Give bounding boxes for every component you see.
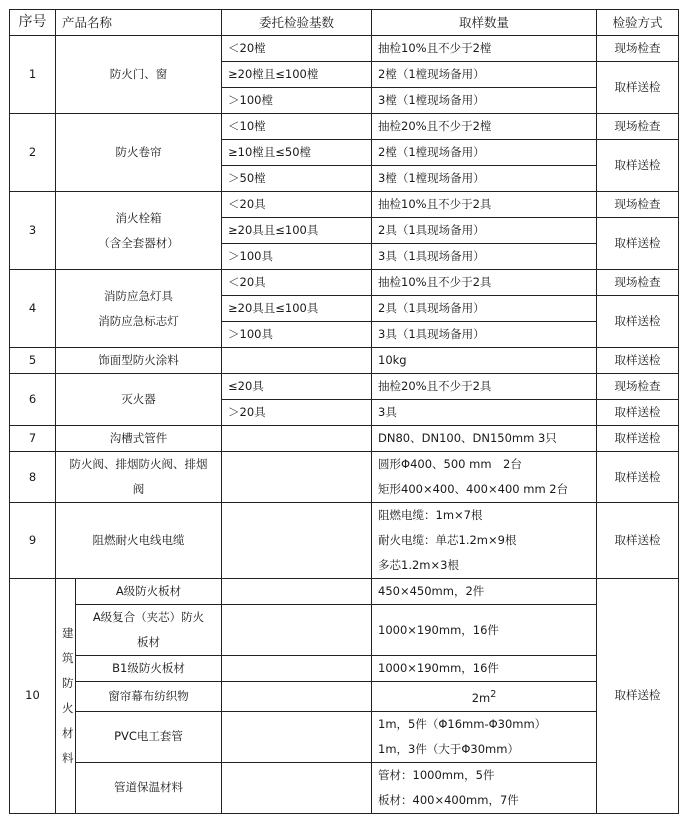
base-cell (222, 656, 372, 682)
product-line: 防火阀、排烟防火阀、排烟 (69, 457, 208, 471)
product-cell: 管道保温材料 (76, 762, 222, 813)
seq-cell: 5 (10, 348, 56, 374)
product-cell: A级防火板材 (76, 579, 222, 605)
base-cell (222, 605, 372, 656)
header-method: 检验方式 (597, 10, 679, 36)
header-quantity: 取样数量 (372, 10, 597, 36)
product-cell: 防火门、窗 (56, 36, 222, 114)
quantity-line: 1m，3件（大于Φ30mm） (378, 741, 519, 756)
product-cell: PVC电工套管 (76, 711, 222, 762)
base-cell (222, 503, 372, 579)
product-cell (76, 605, 222, 656)
quantity-cell: 抽检20%且不少于2具 (372, 374, 597, 400)
table-row (10, 426, 679, 452)
product-line: 消防应急标志灯 (98, 313, 179, 328)
quantity-cell: 3樘（1樘现场备用） (372, 88, 597, 114)
method-cell: 现场检查 (597, 36, 679, 62)
table-row (10, 192, 679, 218)
seq-cell: 2 (10, 114, 56, 192)
method-cell: 取样送检 (597, 348, 679, 374)
quantity-cell: 抽检10%且不少于2樘 (372, 36, 597, 62)
quantity-cell: 3具（1具现场备用） (372, 244, 597, 270)
table-row (10, 579, 679, 605)
product-line: 消火栓箱 (115, 210, 162, 225)
product-cell: 防火卷帘 (56, 114, 222, 192)
product-cell: 饰面型防火涂料 (56, 348, 222, 374)
table-row (10, 348, 679, 374)
seq-cell: 10 (10, 579, 56, 814)
seq-cell: 9 (10, 503, 56, 579)
header-base: 委托检验基数 (222, 10, 372, 36)
header-product: 产品名称 (56, 10, 222, 36)
quantity-cell (372, 682, 597, 712)
quantity-line: 阻燃电缆：1m×7根 (378, 508, 483, 522)
quantity-line: 1m，5件（Φ16mm-Φ30mm） (378, 716, 547, 731)
quantity-value: 2m (471, 690, 491, 705)
quantity-cell: 抽检10%且不少于2具 (372, 192, 597, 218)
product-cell (56, 192, 222, 270)
table-row (10, 114, 679, 140)
method-cell: 现场检查 (597, 374, 679, 400)
quantity-line: 板材：400×400mm，7件 (378, 792, 519, 807)
method-cell: 现场检查 (597, 270, 679, 296)
quantity-cell: DN80、DN100、DN150mm 3只 (372, 426, 597, 452)
table-row (10, 36, 679, 62)
header-row (10, 10, 679, 36)
base-cell: ＜20具 (222, 192, 372, 218)
base-cell (222, 682, 372, 712)
product-cell: 沟槽式管件 (56, 426, 222, 452)
method-cell: 取样送检 (597, 452, 679, 503)
base-cell: ≥20樘且≤100樘 (222, 62, 372, 88)
table-row (10, 374, 679, 400)
group-label-char: 料 (62, 750, 74, 765)
quantity-line: 圆形Φ400、500 mm 2台 (378, 457, 522, 471)
quantity-cell: 3具 (372, 400, 597, 426)
base-cell: ＞100具 (222, 244, 372, 270)
seq-cell: 8 (10, 452, 56, 503)
base-cell: ＞20具 (222, 400, 372, 426)
method-cell: 取样送检 (597, 426, 679, 452)
quantity-cell: 3具（1具现场备用） (372, 322, 597, 348)
quantity-cell: 450×450mm，2件 (372, 579, 597, 605)
product-cell (56, 270, 222, 348)
base-cell: ＞100具 (222, 322, 372, 348)
group-label-vertical (56, 579, 76, 814)
base-cell: ＜20具 (222, 270, 372, 296)
base-cell (222, 452, 372, 503)
quantity-cell: 抽检20%且不少于2樘 (372, 114, 597, 140)
table-row (10, 452, 679, 503)
table-row (10, 605, 679, 656)
base-cell (222, 348, 372, 374)
product-cell: B1级防火板材 (76, 656, 222, 682)
method-cell: 取样送检 (597, 400, 679, 426)
base-cell: ＞50樘 (222, 166, 372, 192)
method-cell: 取样送检 (597, 140, 679, 192)
table-row (10, 762, 679, 813)
product-line: 消防应急灯具 (104, 288, 173, 303)
product-line: 板材 (137, 635, 160, 649)
quantity-cell: 抽检10%且不少于2具 (372, 270, 597, 296)
quantity-cell: 2具（1具现场备用） (372, 218, 597, 244)
base-cell: ＞100樘 (222, 88, 372, 114)
quantity-line: 多芯1.2m×3根 (378, 558, 459, 572)
table-row (10, 656, 679, 682)
base-cell (222, 762, 372, 813)
quantity-cell (372, 452, 597, 503)
base-cell: ≥20具且≤100具 (222, 218, 372, 244)
group-label-char: 火 (62, 700, 74, 715)
quantity-cell: 2樘（1樘现场备用） (372, 62, 597, 88)
seq-cell: 6 (10, 374, 56, 426)
base-cell: ＜10樘 (222, 114, 372, 140)
base-cell: ＜20樘 (222, 36, 372, 62)
header-seq: 序号 (10, 10, 56, 36)
table-row (10, 270, 679, 296)
base-cell: ≤20具 (222, 374, 372, 400)
seq-cell: 7 (10, 426, 56, 452)
table-row (10, 682, 679, 712)
method-cell: 现场检查 (597, 192, 679, 218)
product-cell: 阻燃耐火电线电缆 (56, 503, 222, 579)
product-line: 阀 (132, 482, 145, 496)
method-cell: 取样送检 (597, 218, 679, 270)
quantity-cell: 1000×190mm，16件 (372, 605, 597, 656)
product-line: A级复合（夹芯）防火 (92, 610, 205, 624)
group-label-char: 材 (62, 725, 74, 740)
method-cell: 取样送检 (597, 503, 679, 579)
quantity-line: 矩形400×400、400×400 mm 2台 (378, 482, 569, 496)
method-cell: 取样送检 (597, 62, 679, 114)
group-label-char: 筑 (62, 650, 74, 665)
table-row (10, 503, 679, 579)
quantity-superscript: 2 (490, 689, 497, 700)
quantity-cell: 1000×190mm，16件 (372, 656, 597, 682)
quantity-cell (372, 711, 597, 762)
quantity-cell (372, 762, 597, 813)
product-cell: 灭火器 (56, 374, 222, 426)
product-cell: 窗帘幕布纺织物 (76, 682, 222, 712)
base-cell (222, 711, 372, 762)
base-cell: ≥10樘且≤50樘 (222, 140, 372, 166)
seq-cell: 1 (10, 36, 56, 114)
group-label-char: 防 (62, 675, 74, 690)
base-cell: ≥20具且≤100具 (222, 296, 372, 322)
method-cell: 现场检查 (597, 114, 679, 140)
quantity-cell: 3樘（1樘现场备用） (372, 166, 597, 192)
quantity-cell: 10kg (372, 348, 597, 374)
quantity-cell (372, 503, 597, 579)
method-cell: 取样送检 (597, 296, 679, 348)
quantity-line: 耐火电缆：单芯1.2m×9根 (378, 533, 517, 547)
base-cell (222, 579, 372, 605)
quantity-cell: 2樘（1樘现场备用） (372, 140, 597, 166)
base-cell (222, 426, 372, 452)
quantity-line: 管材：1000mm，5件 (378, 767, 495, 782)
quantity-cell: 2具（1具现场备用） (372, 296, 597, 322)
product-cell (56, 452, 222, 503)
product-line: （含全套器材） (98, 235, 179, 250)
seq-cell: 4 (10, 270, 56, 348)
group-label-char: 建 (62, 625, 74, 640)
table-row (10, 711, 679, 762)
sampling-table (9, 9, 679, 814)
method-cell: 取样送检 (597, 579, 679, 814)
seq-cell: 3 (10, 192, 56, 270)
